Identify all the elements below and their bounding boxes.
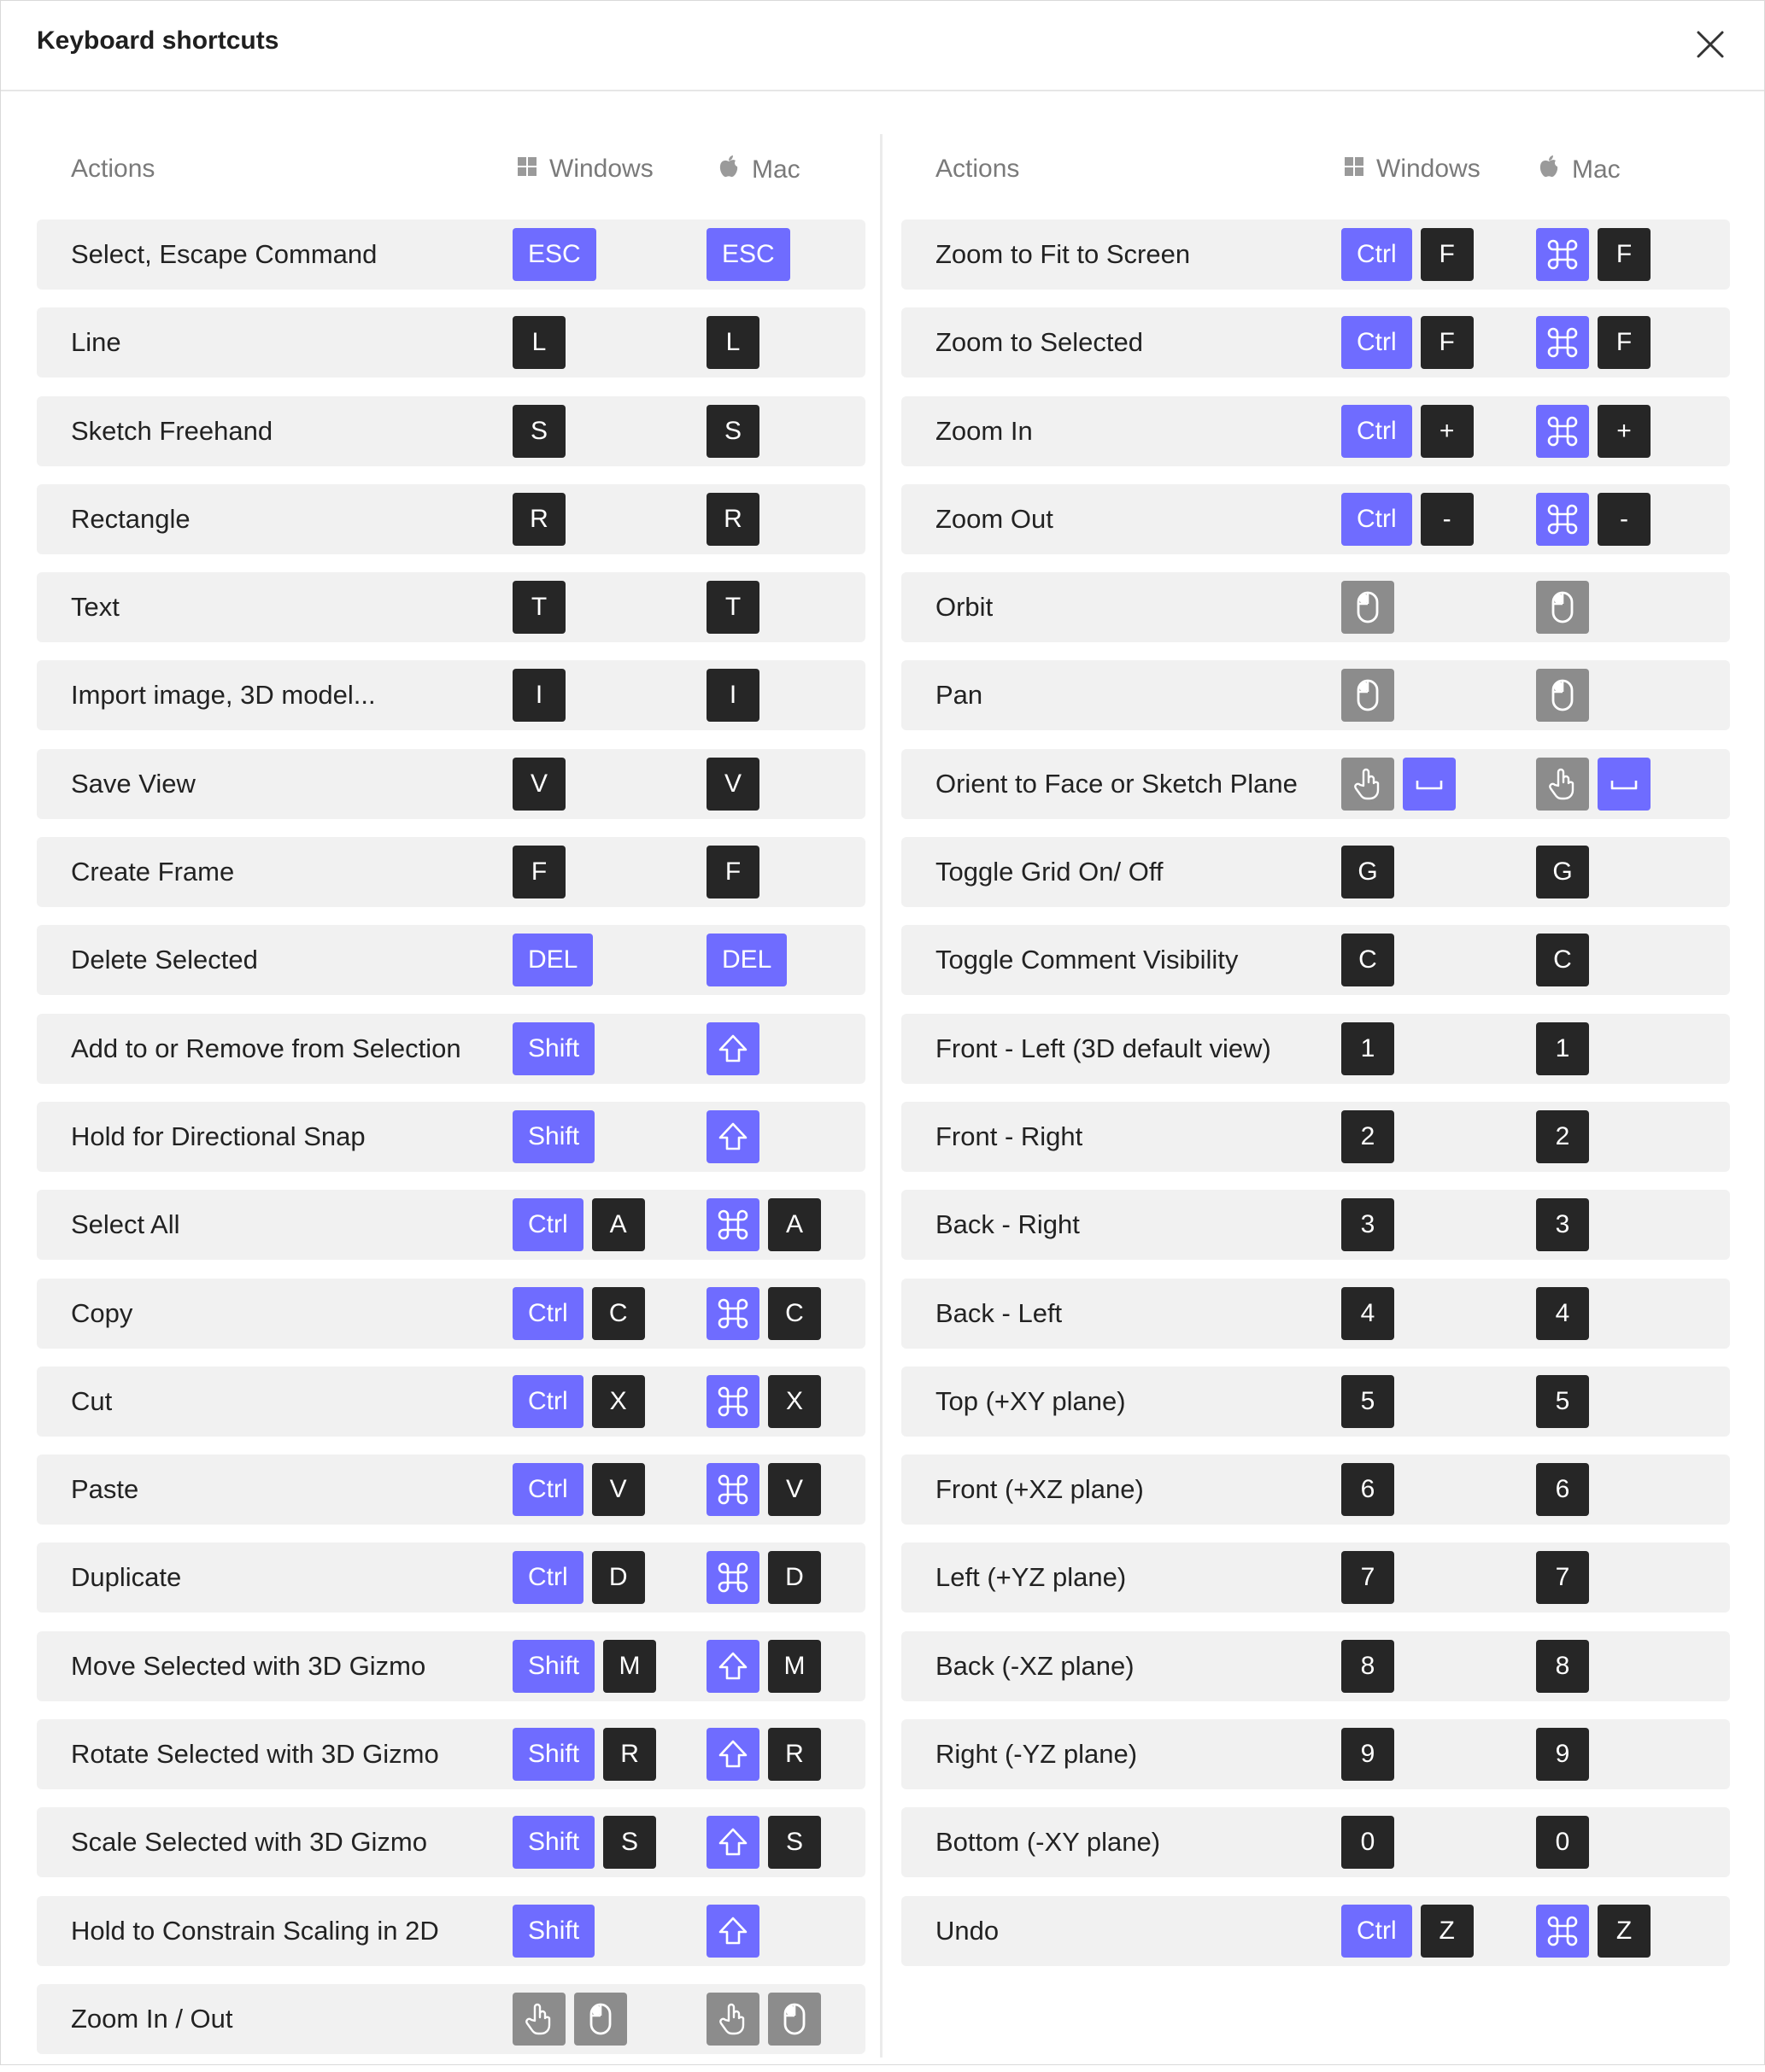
- shortcut-row-create-frame: [37, 837, 865, 907]
- mac-keys: [1536, 1375, 1589, 1428]
- shortcut-action-label: Zoom to Fit to Screen: [935, 239, 1191, 269]
- shortcut-row-undo: [901, 1896, 1730, 1966]
- mac-keys: [1536, 1287, 1589, 1340]
- windows-key-8: 8: [1341, 1640, 1394, 1693]
- windows-key-7: 7: [1341, 1551, 1394, 1604]
- windows-keys: [513, 228, 596, 281]
- mac-key-f: F: [1598, 228, 1651, 281]
- shortcut-action-label: Add to or Remove from Selection: [71, 1033, 461, 1063]
- space-icon: [1598, 758, 1651, 811]
- shortcut-row-hold-to-constrain-scaling-in-2d: [37, 1896, 865, 1966]
- windows-keys: [1341, 1110, 1394, 1163]
- shortcut-row-front-left-3d-default-view: [901, 1014, 1730, 1084]
- shortcut-row-line: [37, 307, 865, 378]
- column-header: [901, 134, 1730, 208]
- mac-keys: [1536, 1816, 1589, 1869]
- mac-keys: [1536, 405, 1651, 458]
- windows-key-g: G: [1341, 846, 1394, 898]
- shortcut-row-cut: [37, 1367, 865, 1437]
- windows-keys: [1341, 316, 1474, 369]
- mac-keys: [707, 316, 759, 369]
- shortcut-row-bottom-xy-plane: [901, 1807, 1730, 1877]
- windows-keys: [1341, 934, 1394, 986]
- apple-logo-icon: [718, 155, 740, 185]
- mac-keys: [707, 1993, 821, 2046]
- windows-keys: [513, 316, 566, 369]
- mac-key-f: F: [1598, 316, 1651, 369]
- shortcut-action-label: Pan: [935, 680, 983, 711]
- mac-key-s: S: [707, 405, 759, 458]
- shortcut-action-label: Paste: [71, 1474, 139, 1505]
- windows-key-c: C: [1341, 934, 1394, 986]
- windows-key-ctrl: Ctrl: [513, 1375, 583, 1428]
- column-header: [37, 134, 865, 208]
- shortcut-row-orient-to-face-or-sketch-plane: [901, 749, 1730, 819]
- windows-key-l: L: [513, 316, 566, 369]
- shortcut-action-label: Scale Selected with 3D Gizmo: [71, 1827, 427, 1858]
- mouse-icon: [1341, 581, 1394, 634]
- shortcut-action-label: Top (+XY plane): [935, 1385, 1126, 1416]
- windows-key-ctrl: Ctrl: [1341, 493, 1412, 546]
- windows-key-shift: Shift: [513, 1816, 595, 1869]
- mac-keys: [707, 493, 759, 546]
- shift-icon: [707, 1728, 759, 1781]
- mac-key-c: C: [768, 1287, 821, 1340]
- mac-keys: [1536, 846, 1589, 898]
- shortcut-action-label: Front (+XZ plane): [935, 1474, 1144, 1505]
- mac-keys: [707, 1816, 821, 1869]
- shortcut-action-label: Select, Escape Command: [71, 239, 378, 269]
- shortcut-action-label: Sketch Freehand: [71, 415, 273, 446]
- mac-keys: [1536, 581, 1589, 634]
- windows-key-shift: Shift: [513, 1728, 595, 1781]
- windows-keys: [1341, 1728, 1394, 1781]
- windows-key-t: T: [513, 581, 566, 634]
- windows-keys: [513, 1198, 645, 1251]
- windows-keys: [1341, 581, 1394, 634]
- windows-key-c: C: [592, 1287, 645, 1340]
- windows-key-x: X: [592, 1375, 645, 1428]
- shortcut-row-select-escape-command: [37, 219, 865, 290]
- mac-keys: [1536, 1198, 1589, 1251]
- mac-key-7: 7: [1536, 1551, 1589, 1604]
- command-icon: [1536, 228, 1589, 281]
- shortcut-row-orbit: [901, 572, 1730, 642]
- mac-key-g: G: [1536, 846, 1589, 898]
- shortcut-action-label: Create Frame: [71, 857, 235, 887]
- shortcut-row-select-all: [37, 1190, 865, 1260]
- mac-keys: [1536, 1463, 1589, 1516]
- mouse-icon: [1341, 669, 1394, 722]
- shift-icon: [707, 1905, 759, 1958]
- mac-keys: [707, 581, 759, 634]
- shortcut-action-label: Undo: [935, 1915, 1000, 1946]
- shortcut-action-label: Front - Right: [935, 1121, 1083, 1151]
- shortcut-row-zoom-to-fit-to-screen: [901, 219, 1730, 290]
- mac-keys: [1536, 1640, 1589, 1693]
- windows-key-shift: Shift: [513, 1022, 595, 1075]
- mac-keys: [707, 1287, 821, 1340]
- windows-key-ctrl: Ctrl: [513, 1463, 583, 1516]
- dialog-header: [1, 1, 1764, 91]
- mac-keys: [707, 1551, 821, 1604]
- windows-key-5: 5: [1341, 1375, 1394, 1428]
- mac-keys: [1536, 493, 1651, 546]
- shortcut-row-move-selected-with-3d-gizmo: [37, 1631, 865, 1701]
- shortcut-action-label: Duplicate: [71, 1562, 182, 1593]
- windows-keys: [1341, 405, 1474, 458]
- windows-key-a: A: [592, 1198, 645, 1251]
- mac-keys: [707, 1728, 821, 1781]
- shortcut-row-sketch-freehand: [37, 396, 865, 466]
- windows-keys: [513, 934, 593, 986]
- shift-icon: [707, 1640, 759, 1693]
- windows-key-ctrl: Ctrl: [1341, 228, 1412, 281]
- shortcut-action-label: Cut: [71, 1385, 113, 1416]
- trackpad-icon: [513, 1993, 566, 2046]
- mac-keys: [1536, 669, 1589, 722]
- mac-key-i: I: [707, 669, 759, 722]
- shortcut-row-zoom-in: [901, 396, 1730, 466]
- shortcut-row-hold-for-directional-snap: [37, 1102, 865, 1172]
- shortcut-row-toggle-comment-visibility: [901, 925, 1730, 995]
- apple-logo-icon: [1538, 155, 1560, 185]
- shortcut-row-front-xz-plane: [901, 1454, 1730, 1525]
- mac-keys: [1536, 228, 1651, 281]
- command-icon: [707, 1287, 759, 1340]
- mac-key-t: T: [707, 581, 759, 634]
- shortcut-action-label: Save View: [71, 768, 196, 799]
- windows-keys: [513, 1022, 595, 1075]
- windows-key-del: DEL: [513, 934, 593, 986]
- mac-keys: [707, 669, 759, 722]
- shortcut-list: [901, 219, 1730, 1966]
- windows-key-minus: -: [1421, 493, 1474, 546]
- shortcut-action-label: Select All: [71, 1209, 180, 1240]
- windows-keys: [513, 669, 566, 722]
- windows-keys: [1341, 669, 1394, 722]
- windows-keys: [1341, 758, 1456, 811]
- command-icon: [1536, 405, 1589, 458]
- mac-keys: [707, 1198, 821, 1251]
- windows-key-i: I: [513, 669, 566, 722]
- windows-key-plus: +: [1421, 405, 1474, 458]
- shortcut-row-paste: [37, 1454, 865, 1525]
- dialog-title: Keyboard shortcuts: [37, 26, 279, 55]
- windows-key-r: R: [513, 493, 566, 546]
- windows-logo-icon: [517, 155, 537, 184]
- windows-keys: [1341, 1287, 1394, 1340]
- mac-keys: [707, 1640, 821, 1693]
- mac-key-0: 0: [1536, 1816, 1589, 1869]
- windows-key-s: S: [603, 1816, 656, 1869]
- mac-keys: [1536, 758, 1651, 811]
- windows-keys: [513, 1551, 645, 1604]
- actions-header: Actions: [71, 155, 155, 183]
- command-icon: [707, 1463, 759, 1516]
- windows-key-9: 9: [1341, 1728, 1394, 1781]
- shortcut-action-label: Orient to Face or Sketch Plane: [935, 768, 1298, 799]
- shortcuts-column-left: [37, 134, 865, 2072]
- windows-keys: [1341, 846, 1394, 898]
- windows-logo-icon: [1344, 155, 1364, 184]
- mac-key-r: R: [707, 493, 759, 546]
- windows-keys: [513, 1993, 627, 2046]
- command-icon: [707, 1551, 759, 1604]
- shortcut-action-label: Orbit: [935, 592, 994, 623]
- windows-key-m: M: [603, 1640, 656, 1693]
- windows-keys: [513, 846, 566, 898]
- windows-key-6: 6: [1341, 1463, 1394, 1516]
- windows-keys: [1341, 1905, 1474, 1958]
- mac-keys: [707, 1022, 759, 1075]
- mac-key-6: 6: [1536, 1463, 1589, 1516]
- shortcut-row-rectangle: [37, 484, 865, 554]
- mac-key-1: 1: [1536, 1022, 1589, 1075]
- mac-key-m: M: [768, 1640, 821, 1693]
- trackpad-icon: [1536, 758, 1589, 811]
- windows-keys: [1341, 228, 1474, 281]
- mac-keys: [707, 846, 759, 898]
- windows-key-esc: ESC: [513, 228, 596, 281]
- mac-key-3: 3: [1536, 1198, 1589, 1251]
- mac-keys: [707, 1463, 821, 1516]
- shortcut-action-label: Zoom to Selected: [935, 327, 1143, 358]
- mouse-icon: [574, 1993, 627, 2046]
- windows-key-f: F: [513, 846, 566, 898]
- shortcut-action-label: Delete Selected: [71, 945, 258, 975]
- command-icon: [1536, 493, 1589, 546]
- shortcut-row-pan: [901, 660, 1730, 730]
- mac-key-s: S: [768, 1816, 821, 1869]
- shortcut-row-add-to-or-remove-from-selection: [37, 1014, 865, 1084]
- windows-keys: [513, 758, 566, 811]
- mac-keys: [1536, 1551, 1589, 1604]
- mac-key-8: 8: [1536, 1640, 1589, 1693]
- mac-key-r: R: [768, 1728, 821, 1781]
- shortcuts-column-right: [901, 134, 1730, 1984]
- shortcut-action-label: Hold to Constrain Scaling in 2D: [71, 1915, 439, 1946]
- shortcut-row-top-xy-plane: [901, 1367, 1730, 1437]
- shortcut-row-toggle-grid-on-off: [901, 837, 1730, 907]
- windows-key-4: 4: [1341, 1287, 1394, 1340]
- shortcut-row-back-left: [901, 1279, 1730, 1349]
- mac-key-plus: +: [1598, 405, 1651, 458]
- shortcut-row-zoom-out: [901, 484, 1730, 554]
- shortcut-row-import-image-3d-model: [37, 660, 865, 730]
- mac-key-5: 5: [1536, 1375, 1589, 1428]
- mac-key-4: 4: [1536, 1287, 1589, 1340]
- windows-key-d: D: [592, 1551, 645, 1604]
- windows-keys: [1341, 1022, 1394, 1075]
- shortcut-action-label: Copy: [71, 1297, 133, 1328]
- shortcut-action-label: Hold for Directional Snap: [71, 1121, 366, 1151]
- mac-key-esc: ESC: [707, 228, 790, 281]
- shortcut-action-label: Toggle Grid On/ Off: [935, 857, 1164, 887]
- windows-key-ctrl: Ctrl: [1341, 405, 1412, 458]
- windows-keys: [513, 1463, 645, 1516]
- windows-key-s: S: [513, 405, 566, 458]
- shift-icon: [707, 1110, 759, 1163]
- actions-header: Actions: [935, 155, 1020, 183]
- mac-keys: [1536, 1110, 1589, 1163]
- shortcut-action-label: Back (-XZ plane): [935, 1650, 1135, 1681]
- shortcut-row-zoom-in-out: [37, 1984, 865, 2054]
- mac-keys: [1536, 1905, 1651, 1958]
- shortcut-row-back-right: [901, 1190, 1730, 1260]
- windows-key-f: F: [1421, 228, 1474, 281]
- shortcut-row-copy: [37, 1279, 865, 1349]
- mac-key-z: Z: [1598, 1905, 1651, 1958]
- mac-keys: [1536, 1728, 1589, 1781]
- shortcut-action-label: Import image, 3D model...: [71, 680, 376, 711]
- windows-header: Windows: [549, 155, 654, 183]
- windows-keys: [1341, 1816, 1394, 1869]
- shortcut-action-label: Right (-YZ plane): [935, 1739, 1138, 1770]
- windows-key-f: F: [1421, 316, 1474, 369]
- command-icon: [1536, 1905, 1589, 1958]
- mac-keys: [707, 228, 790, 281]
- mac-keys: [1536, 316, 1651, 369]
- command-icon: [1536, 316, 1589, 369]
- windows-keys: [513, 1640, 656, 1693]
- mac-header: Mac: [752, 155, 800, 184]
- windows-keys: [1341, 1551, 1394, 1604]
- windows-key-2: 2: [1341, 1110, 1394, 1163]
- shortcut-action-label: Text: [71, 592, 120, 623]
- windows-key-0: 0: [1341, 1816, 1394, 1869]
- windows-key-ctrl: Ctrl: [1341, 1905, 1412, 1958]
- shortcut-row-back-xz-plane: [901, 1631, 1730, 1701]
- windows-keys: [1341, 1463, 1394, 1516]
- mac-key-v: V: [768, 1463, 821, 1516]
- shortcut-row-zoom-to-selected: [901, 307, 1730, 378]
- mac-keys: [1536, 1022, 1589, 1075]
- windows-keys: [513, 1816, 656, 1869]
- mac-key-minus: -: [1598, 493, 1651, 546]
- windows-keys: [513, 1375, 645, 1428]
- mac-key-9: 9: [1536, 1728, 1589, 1781]
- shortcut-action-label: Zoom In: [935, 415, 1033, 446]
- mac-key-del: DEL: [707, 934, 787, 986]
- shortcut-action-label: Zoom Out: [935, 503, 1053, 534]
- column-divider: [880, 134, 882, 2057]
- mac-header: Mac: [1572, 155, 1621, 184]
- windows-keys: [1341, 493, 1474, 546]
- windows-header: Windows: [1376, 155, 1481, 183]
- mac-key-2: 2: [1536, 1110, 1589, 1163]
- windows-keys: [1341, 1640, 1394, 1693]
- windows-key-shift: Shift: [513, 1110, 595, 1163]
- shortcut-action-label: Line: [71, 327, 121, 358]
- windows-key-ctrl: Ctrl: [513, 1287, 583, 1340]
- shortcut-action-label: Toggle Comment Visibility: [935, 945, 1239, 975]
- mac-keys: [1536, 934, 1589, 986]
- mouse-icon: [768, 1993, 821, 2046]
- command-icon: [707, 1198, 759, 1251]
- windows-key-v: V: [592, 1463, 645, 1516]
- mac-keys: [707, 1375, 821, 1428]
- windows-keys: [513, 493, 566, 546]
- close-icon[interactable]: [1695, 29, 1726, 60]
- shortcut-list: [37, 219, 865, 2054]
- shortcut-action-label: Left (+YZ plane): [935, 1562, 1127, 1593]
- windows-keys: [1341, 1375, 1394, 1428]
- windows-key-v: V: [513, 758, 566, 811]
- shortcut-row-save-view: [37, 749, 865, 819]
- shortcut-row-rotate-selected-with-3d-gizmo: [37, 1719, 865, 1789]
- windows-key-z: Z: [1421, 1905, 1474, 1958]
- windows-key-shift: Shift: [513, 1640, 595, 1693]
- shortcut-action-label: Back - Left: [935, 1297, 1063, 1328]
- windows-keys: [513, 581, 566, 634]
- windows-keys: [513, 1905, 595, 1958]
- mac-key-c: C: [1536, 934, 1589, 986]
- shortcut-action-label: Bottom (-XY plane): [935, 1827, 1161, 1858]
- mac-key-v: V: [707, 758, 759, 811]
- shortcut-action-label: Rectangle: [71, 503, 191, 534]
- shortcut-action-label: Rotate Selected with 3D Gizmo: [71, 1739, 439, 1770]
- shortcut-row-scale-selected-with-3d-gizmo: [37, 1807, 865, 1877]
- windows-keys: [513, 1287, 645, 1340]
- windows-key-ctrl: Ctrl: [513, 1198, 583, 1251]
- shortcut-action-label: Zoom In / Out: [71, 2003, 233, 2034]
- mac-key-f: F: [707, 846, 759, 898]
- shift-icon: [707, 1816, 759, 1869]
- windows-keys: [1341, 1198, 1394, 1251]
- shortcut-action-label: Back - Right: [935, 1209, 1080, 1240]
- shortcut-row-duplicate: [37, 1542, 865, 1613]
- mouse-icon: [1536, 581, 1589, 634]
- mac-keys: [707, 934, 787, 986]
- mac-keys: [707, 1905, 759, 1958]
- windows-key-1: 1: [1341, 1022, 1394, 1075]
- mac-key-x: X: [768, 1375, 821, 1428]
- shortcut-row-front-right: [901, 1102, 1730, 1172]
- mac-keys: [707, 405, 759, 458]
- windows-key-ctrl: Ctrl: [513, 1551, 583, 1604]
- shortcut-row-right-yz-plane: [901, 1719, 1730, 1789]
- windows-keys: [513, 1728, 656, 1781]
- trackpad-icon: [707, 1993, 759, 2046]
- windows-key-ctrl: Ctrl: [1341, 316, 1412, 369]
- mac-keys: [707, 1110, 759, 1163]
- trackpad-icon: [1341, 758, 1394, 811]
- shortcut-row-text: [37, 572, 865, 642]
- mac-key-a: A: [768, 1198, 821, 1251]
- mac-key-d: D: [768, 1551, 821, 1604]
- shortcut-row-delete-selected: [37, 925, 865, 995]
- windows-keys: [513, 1110, 595, 1163]
- windows-key-3: 3: [1341, 1198, 1394, 1251]
- space-icon: [1403, 758, 1456, 811]
- shift-icon: [707, 1022, 759, 1075]
- mouse-icon: [1536, 669, 1589, 722]
- mac-key-l: L: [707, 316, 759, 369]
- windows-keys: [513, 405, 566, 458]
- windows-key-shift: Shift: [513, 1905, 595, 1958]
- command-icon: [707, 1375, 759, 1428]
- shortcut-action-label: Front - Left (3D default view): [935, 1033, 1271, 1063]
- shortcut-row-left-yz-plane: [901, 1542, 1730, 1613]
- windows-key-r: R: [603, 1728, 656, 1781]
- mac-keys: [707, 758, 759, 811]
- shortcut-action-label: Move Selected with 3D Gizmo: [71, 1650, 426, 1681]
